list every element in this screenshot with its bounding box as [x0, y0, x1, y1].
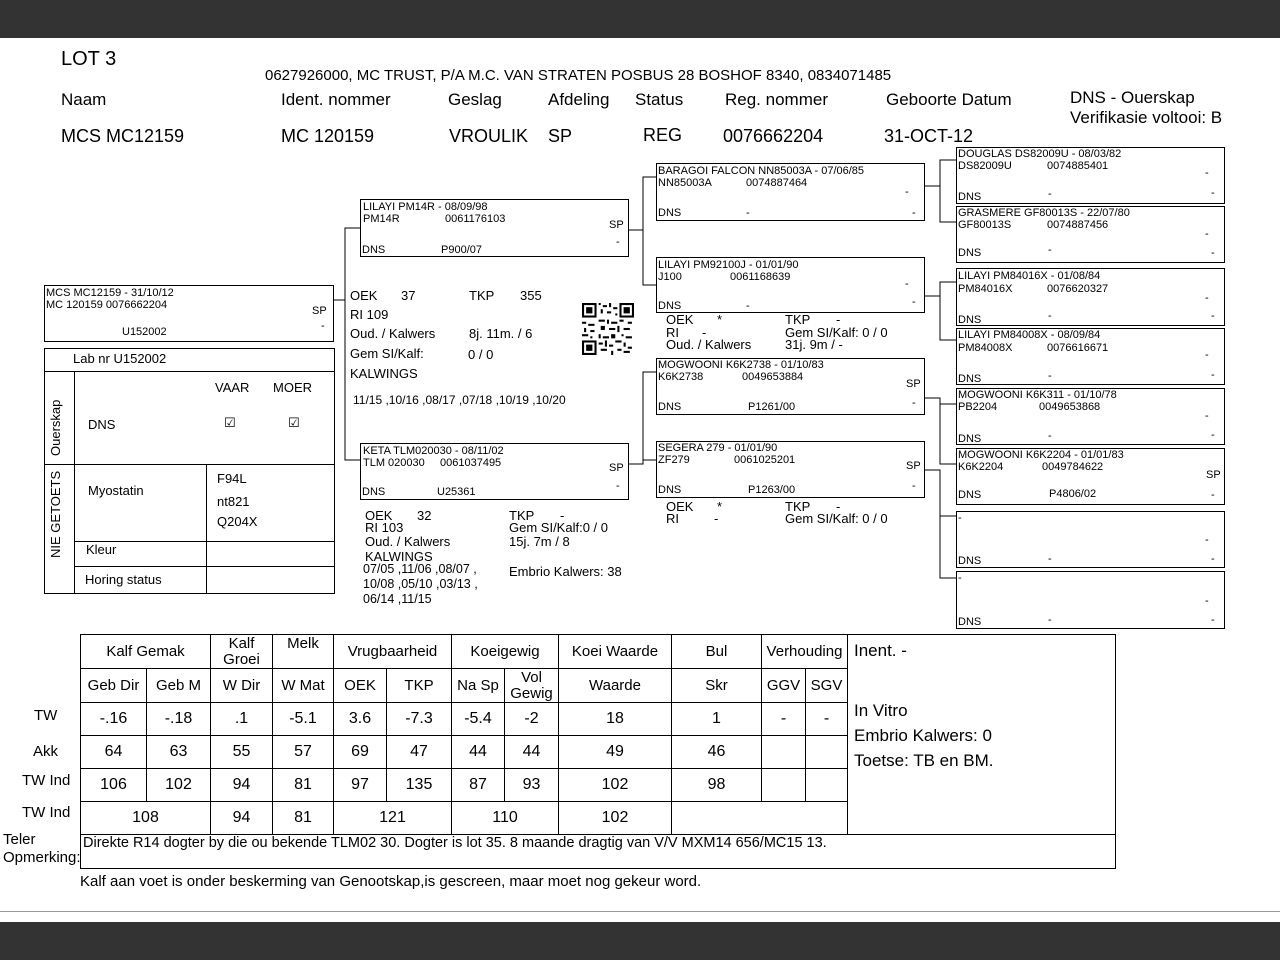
gp-stat-ri: RI: [666, 511, 679, 526]
lab-myostatin: Myostatin: [88, 483, 144, 498]
gp-stat-tkp-value: -: [836, 499, 841, 514]
gp-stat-oud-value: 31j. 9m / -: [785, 337, 843, 352]
ggp-reg-a: DS82009U: [958, 160, 1012, 172]
ggp-line1: -: [958, 572, 962, 584]
lab-vaar: VAAR: [215, 380, 250, 395]
cell: 93: [505, 769, 559, 802]
ggp-dns: DNS: [958, 191, 982, 203]
dam-line1: KETA TLM020030 - 08/11/02: [363, 445, 504, 457]
sire-ri: RI 109: [350, 307, 389, 322]
group-koei-waarde: Koei Waarde: [559, 635, 672, 669]
lab-horing: Horing status: [85, 572, 162, 587]
gp-stat-oek: OEK: [666, 312, 694, 327]
myostatin-value-2: nt821: [217, 494, 250, 509]
cell: 94: [211, 802, 273, 835]
ggp-dns: DNS: [958, 433, 982, 445]
label-naam: Naam: [61, 90, 107, 109]
gp-stat-tkp: TKP: [785, 499, 811, 514]
cell: 135: [387, 769, 452, 802]
ggp-line1: LILAYI PM84016X - 01/08/84: [958, 270, 1101, 282]
ggp-reg-b: 0074887456: [1047, 219, 1109, 231]
dam-dash: -: [616, 480, 620, 492]
gp-stat-oek-value: *: [717, 499, 723, 514]
sire-sp: SP: [609, 219, 624, 231]
gp-mid: -: [746, 207, 750, 219]
gp-reg-a: NN85003A: [658, 177, 712, 189]
bottom-rule: [0, 911, 1280, 912]
gp-reg-b: 0061025201: [734, 454, 796, 466]
ggp-reg-b: 0049784622: [1042, 461, 1104, 473]
ggp-dns: DNS: [958, 555, 982, 567]
ggp-mid: -: [1048, 244, 1052, 256]
cell: -5.1: [273, 703, 334, 736]
ggp-line1: MOGWOONI K6K2204 - 01/01/83: [958, 449, 1124, 461]
myostatin-value-1: F94L: [217, 471, 247, 486]
ggp-reg-b: 0049653868: [1039, 401, 1101, 413]
cell: -.18: [147, 703, 211, 736]
breeding-values-table: [80, 634, 1116, 869]
group-vrugbaarheid: Vrugbaarheid: [334, 635, 452, 669]
qr-code-icon: [582, 303, 634, 355]
gp-stat-tkp-value: -: [836, 312, 841, 327]
cell: 110: [452, 802, 559, 835]
cell: 81: [273, 769, 334, 802]
gp-dash1: -: [905, 186, 909, 198]
group-koeigewig: Koeigewig: [452, 635, 559, 669]
cell: -: [806, 703, 848, 736]
gp-stat-gem: Gem SI/Kalf: 0 / 0: [785, 325, 888, 340]
cell: 102: [559, 769, 672, 802]
bottom-bar: [0, 922, 1280, 960]
col-w-mat: W Mat: [273, 669, 334, 703]
dam-oud-label: Oud. / Kalwers: [365, 534, 451, 549]
ggp-dash2: -: [1211, 553, 1215, 565]
ggp-card: [956, 511, 1225, 568]
label-reg: Reg. nommer: [725, 90, 828, 109]
cell: -.16: [81, 703, 147, 736]
sire-code: P900/07: [441, 244, 482, 256]
gp-mid: P1263/00: [748, 484, 796, 496]
gp-dash2: -: [912, 397, 916, 409]
gp-line1: LILAYI PM92100J - 01/01/90: [658, 259, 799, 271]
ggp-mid: -: [1048, 188, 1052, 200]
ggp-dash1: -: [1205, 349, 1209, 361]
ggp-sp: SP: [1206, 469, 1221, 481]
ggp-dash1: -: [1205, 292, 1209, 304]
group-verhouding: Verhouding: [762, 635, 848, 669]
sire-dns: DNS: [362, 244, 386, 256]
row-label-tw-ind: TW Ind: [22, 772, 71, 789]
ggp-reg-b: 0074885401: [1047, 160, 1109, 172]
footer-note: Kalf aan voet is onder beskerming van Genootskap,is gescreen, maar moet nog gekeur word.: [80, 873, 702, 890]
dam-gem: Gem SI/Kalf:0 / 0: [509, 520, 608, 535]
cell: -: [762, 703, 806, 736]
value-geboorte: 31-OCT-12: [884, 126, 974, 146]
ggp-mid: -: [1048, 430, 1052, 442]
gp-sp: SP: [906, 460, 921, 472]
cell: 1: [672, 703, 762, 736]
gp-line1: BARAGOI FALCON NN85003A - 07/06/85: [658, 165, 865, 177]
col-geb-m: Geb M: [147, 669, 211, 703]
col-waarde: Waarde: [559, 669, 672, 703]
gp-dns: DNS: [658, 401, 682, 413]
cell: -2: [505, 703, 559, 736]
sire-tkp-value: 355: [520, 288, 542, 303]
subject-line1: MCS MC12159 - 31/10/12: [46, 287, 174, 299]
lab-side-ouerskap: Ouerskap: [48, 399, 63, 456]
dam-sp: SP: [609, 462, 624, 474]
value-naam: MCS MC12159: [61, 126, 185, 146]
side-in-vitro: In Vitro: [854, 701, 908, 720]
lab-kleur: Kleur: [86, 542, 117, 557]
ggp-dns: DNS: [958, 314, 982, 326]
gp-reg-a: ZF279: [658, 454, 690, 466]
group-bul: Bul: [672, 635, 762, 669]
opmerking-label: Opmerking:: [3, 849, 81, 866]
cell: [762, 769, 806, 802]
ggp-mid: -: [1048, 310, 1052, 322]
side-embrio: Embrio Kalwers: 0: [854, 726, 992, 745]
subject-dash: -: [321, 320, 325, 332]
dns-title: DNS - Ouerskap: [1070, 88, 1195, 107]
dam-kalwings-values-3: 06/14 ,11/15: [363, 592, 432, 606]
gp-stat-oud: Oud. / Kalwers: [666, 337, 752, 352]
subject-sp: SP: [312, 305, 327, 317]
gp-reg-a: K6K2738: [658, 371, 704, 383]
ggp-dns: DNS: [958, 373, 982, 385]
ggp-line1: -: [958, 512, 962, 524]
col-tkp: TKP: [387, 669, 452, 703]
cell: 94: [211, 769, 273, 802]
ggp-dash2: -: [1211, 489, 1215, 501]
col-na-sp: Na Sp: [452, 669, 505, 703]
value-afdeling: SP: [548, 126, 573, 146]
sire-kalwings: KALWINGS: [350, 366, 418, 381]
gp-reg-b: 0061168639: [730, 271, 791, 283]
cell: [806, 769, 848, 802]
col-sgv: SGV: [806, 669, 848, 703]
dam-oek-value: 32: [417, 508, 432, 523]
ggp-dash2: -: [1211, 614, 1215, 626]
gp-stat-oek-value: *: [717, 312, 723, 327]
gp-dash2: -: [912, 207, 916, 219]
gp-reg-b: 0049653884: [742, 371, 804, 383]
cell: [806, 736, 848, 769]
row-label-akk: Akk: [33, 743, 59, 760]
ggp-line1: DOUGLAS DS82009U - 08/03/82: [958, 148, 1122, 160]
sire-oek-label: OEK: [350, 288, 378, 303]
label-status: Status: [635, 90, 684, 109]
ggp-dash1: -: [1205, 410, 1209, 422]
gp-sp: SP: [906, 378, 921, 390]
gp-stat-gem: Gem SI/Kalf: 0 / 0: [785, 511, 888, 526]
ggp-card: [956, 571, 1225, 629]
dam-ri: RI 103: [365, 520, 404, 535]
cell: 106: [81, 769, 147, 802]
cell: 18: [559, 703, 672, 736]
dam-kalwings-values-1: 07/05 ,11/06 ,08/07 ,: [363, 562, 477, 576]
side-toetse: Toetse: TB en BM.: [854, 751, 994, 770]
ggp-line1: LILAYI PM84008X - 08/09/84: [958, 329, 1101, 341]
gp-reg-b: 0074887464: [746, 177, 808, 189]
subject-code: U152002: [122, 326, 167, 338]
cell: 44: [452, 736, 505, 769]
col-ggv: GGV: [762, 669, 806, 703]
cell: 97: [334, 769, 387, 802]
col-skr: Skr: [672, 669, 762, 703]
ggp-line1: GRASMERE GF80013S - 22/07/80: [958, 207, 1130, 219]
value-status: REG: [643, 125, 683, 145]
cell: 44: [505, 736, 559, 769]
dns-verify: Verifikasie voltooi: B: [1070, 108, 1223, 127]
cell: 121: [334, 802, 452, 835]
cell-empty: [672, 802, 848, 835]
ggp-reg-a: PM84008X: [958, 342, 1013, 354]
gp-line1: MOGWOONI K6K2738 - 01/10/83: [658, 359, 824, 371]
gp-stat-ri-value: -: [702, 325, 707, 340]
dam-tkp-value: -: [560, 508, 565, 523]
group-melk: Melk: [273, 635, 334, 669]
side-notes: [848, 635, 1116, 835]
gp-stat-ri: RI: [666, 325, 679, 340]
sire-dash: -: [616, 236, 620, 248]
gp-line1: SEGERA 279 - 01/01/90: [658, 442, 778, 454]
ggp-dns: DNS: [958, 247, 982, 259]
moer-check-icon: ☑: [288, 415, 300, 430]
lot-title: LOT 3: [61, 48, 117, 70]
sire-oek-value: 37: [401, 288, 416, 303]
dam-oek-label: OEK: [365, 508, 393, 523]
label-geboorte: Geboorte Datum: [886, 90, 1012, 109]
ggp-mid: -: [1048, 370, 1052, 382]
ggp-dash1: -: [1205, 167, 1209, 179]
group-kalf-gemak: Kalf Gemak: [81, 635, 211, 669]
ggp-dash2: -: [1211, 247, 1215, 259]
ggp-dash2: -: [1211, 369, 1215, 381]
cell: -7.3: [387, 703, 452, 736]
label-ident: Ident. nommer: [281, 90, 391, 109]
remark-cell: Direkte R14 dogter by die ou bekende TLM02 30. Dogter is lot 35. 8 maande dragtig van V/V MXM14 656/MC15 13.: [81, 835, 1116, 869]
ggp-reg-b: 0076616671: [1047, 342, 1109, 354]
label-afdeling: Afdeling: [548, 90, 610, 109]
cell: 64: [81, 736, 147, 769]
subject-line2: MC 120159 0076662204: [46, 299, 168, 311]
gp-dash1: -: [905, 278, 909, 290]
col-vol-gewig: Vol Gewig: [505, 669, 559, 703]
col-w-dir: W Dir: [211, 669, 273, 703]
gp-mid: P1261/00: [748, 401, 796, 413]
sire-oud-value: 8j. 11m. / 6: [469, 326, 533, 341]
dam-embrio: Embrio Kalwers: 38: [509, 564, 622, 579]
cell: 81: [273, 802, 334, 835]
cell: 98: [672, 769, 762, 802]
side-inent: Inent. -: [854, 641, 907, 660]
cell: .1: [211, 703, 273, 736]
col-geb-dir: Geb Dir: [81, 669, 147, 703]
sire-gem-value: 0 / 0: [468, 347, 494, 362]
dam-oud-value: 15j. 7m / 8: [509, 534, 570, 549]
label-geslag: Geslag: [448, 90, 502, 109]
cell: -5.4: [452, 703, 505, 736]
gp-mid: -: [746, 300, 750, 312]
owner-line: 0627926000, MC TRUST, P/A M.C. VAN STRATEN POSBUS 28 BOSHOF 8340, 0834071485: [265, 67, 892, 84]
lab-title: Lab nr U152002: [73, 351, 167, 366]
cell: 69: [334, 736, 387, 769]
group-kalf-groei: Kalf Groei: [211, 635, 273, 669]
gp-stat-oek: OEK: [666, 499, 694, 514]
sire-tkp-label: TKP: [469, 288, 495, 303]
ggp-dash1: -: [1205, 595, 1209, 607]
gp-dns: DNS: [658, 207, 682, 219]
ggp-reg-a: K6K2204: [958, 461, 1004, 473]
value-ident: MC 120159: [281, 126, 375, 146]
dam-kalwings-values-2: 10/08 ,05/10 ,03/13 ,: [363, 577, 478, 591]
lab-moer: MOER: [273, 380, 312, 395]
ggp-dash1: -: [1205, 228, 1209, 240]
dam-kalwings: KALWINGS: [365, 549, 433, 564]
cell: 49: [559, 736, 672, 769]
ggp-reg-a: PB2204: [958, 401, 998, 413]
gp-reg-a: J100: [658, 271, 682, 283]
gp-dash2: -: [912, 480, 916, 492]
cell: 87: [452, 769, 505, 802]
ggp-mid: P4806/02: [1049, 488, 1097, 500]
cell: 3.6: [334, 703, 387, 736]
teler-label: Teler: [3, 831, 36, 848]
sire-line1: LILAYI PM14R - 08/09/98: [363, 201, 488, 213]
cell: 47: [387, 736, 452, 769]
value-geslag: VROULIK: [449, 126, 529, 146]
ggp-line1: MOGWOONI K6K311 - 01/10/78: [958, 389, 1117, 401]
gp-dash2: -: [912, 296, 916, 308]
gp-stat-tkp: TKP: [785, 312, 811, 327]
ggp-reg-a: GF80013S: [958, 219, 1012, 231]
vaar-check-icon: ☑: [224, 415, 236, 430]
gp-dns: DNS: [658, 300, 682, 312]
value-reg: 0076662204: [723, 126, 824, 146]
dam-tkp-label: TKP: [509, 508, 535, 523]
dam-code: U25361: [437, 486, 476, 498]
ggp-dash2: -: [1211, 187, 1215, 199]
ggp-reg-b: 0076620327: [1047, 283, 1109, 295]
sire-kalwings-values: 11/15 ,10/16 ,08/17 ,07/18 ,10/19 ,10/20: [353, 393, 566, 407]
myostatin-value-3: Q204X: [217, 514, 258, 529]
sire-gem-label: Gem SI/Kalf:: [350, 346, 424, 361]
cell: 102: [147, 769, 211, 802]
ggp-dns: DNS: [958, 616, 982, 628]
ggp-dash2: -: [1211, 429, 1215, 441]
ggp-dash2: -: [1211, 310, 1215, 322]
dam-reg-b: 0061037495: [440, 457, 502, 469]
lab-side-nie-getoets: NIE GETOETS: [48, 470, 63, 558]
cell: 46: [672, 736, 762, 769]
cell: 108: [81, 802, 211, 835]
cell: 102: [559, 802, 672, 835]
gp-stat-ri-value: -: [714, 511, 719, 526]
row-label-tw-ind-2: TW Ind: [22, 804, 71, 821]
dam-dns: DNS: [362, 486, 386, 498]
cell: 57: [273, 736, 334, 769]
sire-oud-label: Oud. / Kalwers: [350, 326, 436, 341]
row-label-tw: TW: [34, 707, 58, 724]
cell: [762, 736, 806, 769]
col-oek: OEK: [334, 669, 387, 703]
ggp-dns: DNS: [958, 489, 982, 501]
ggp-reg-a: PM84016X: [958, 283, 1013, 295]
sire-reg-a: PM14R: [363, 213, 400, 225]
ggp-mid: -: [1048, 614, 1052, 626]
cell: 55: [211, 736, 273, 769]
lab-dns: DNS: [88, 417, 116, 432]
dam-reg-a: TLM 020030: [363, 457, 425, 469]
gp-dns: DNS: [658, 484, 682, 496]
ggp-mid: -: [1048, 553, 1052, 565]
cell: 63: [147, 736, 211, 769]
ggp-dash1: -: [1205, 534, 1209, 546]
sire-reg-b: 0061176103: [445, 213, 506, 225]
